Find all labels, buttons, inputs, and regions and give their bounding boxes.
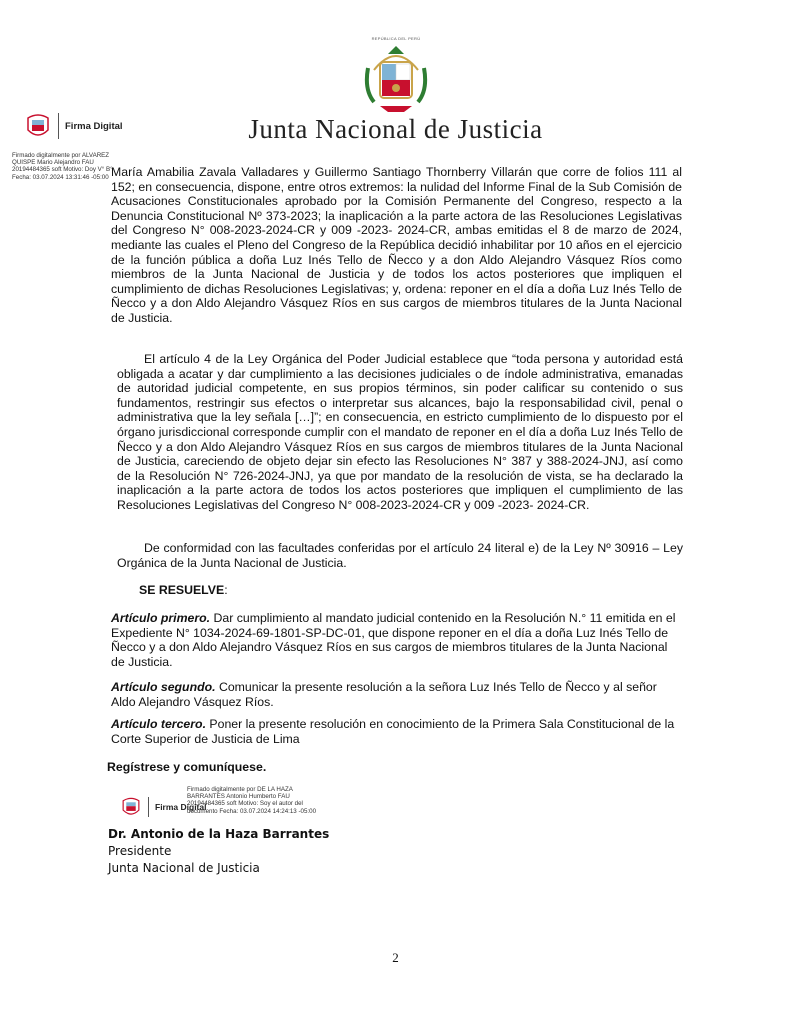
digital-signature-stamp [24,112,123,140]
article-2 [111,680,682,709]
article-2-title: Artículo segundo. [111,680,216,694]
page-number: 2 [392,950,399,965]
paragraph-2: El artículo 4 de la Ley Orgánica del Poder Judicial establece que “toda persona y autoridad está obligada a acatar y dar cumplimiento a las decisiones judiciales o de índole administrativa, emanadas de autoridad judicial competente, en sus propios términos, sin poder calificar su contenido o sus fundamentos, restringir sus efectos o interpretar sus alcances, bajo la responsabilidad civil, penal o administrativa que la ley señala […]”; en consecuencia, en estricto cumplimiento de lo dispuesto por el órgano jurisdiccional corresponde cumplir con el mandato de reponer en el día a doña Luz Inés Tello de Ñecco y a don Aldo Alejandro Vásquez Ríos en sus cargos de miembros titulares de la Junta Nacional de Justicia, careciendo de objeto dejar sin efecto las Resoluciones N° 387 y 388-2024-JNJ, así como de la Resolución N° 726-2024-JNJ, ya que por mandato de la resolución de vista, se ha declarado la inaplicación a la parte actora de todos los actos posteriores que impliquen el cumplimiento de las Resoluciones Legislativas del Congreso N° 008-2023-2024-CR y 009 -2023- 2024-CR. [117,352,683,512]
peru-shield-icon [24,112,52,140]
article-3 [111,717,682,746]
signature-label: Firma Digital [155,802,207,812]
paragraph-1: María Amabilia Zavala Valladares y Guillermo Santiago Thornberry Villarán que corre de folios 111 al 152; en consecuencia, dispone, entre otros extremos: la nulidad del Informe Final de la Sub Comisión de Acusaciones Constitucionales aprobado por la Comisión Permanente del Congreso, respecto a la Denuncia Constitucional Nº 373-2023; la inaplicación a la parte actora de las Resoluciones Legislativas del Congreso N° 008-2023-2024-CR y 009 -2023- 2024-CR, ambas emitidas el 8 de marzo de 2024, mediante las cuales el Pleno del Congreso de la República decidió inhabilitar por 10 años en el ejercicio de la función pública a doña Luz Inés Tello de Ñecco y a don Aldo Alejandro Vásquez Ríos como miembros de la Junta Nacional de Justicia y de todos los actos posteriores que impliquen el cumplimiento de dichas Resoluciones Legislativas; y, ordena: reponer en el día a doña Luz Inés Tello de Ñecco y a don Aldo Alejandro Vásquez Ríos en sus cargos de miembros titulares de la Junta Nacional de Justicia. [111,165,682,325]
resolution-heading-text: SE RESUELVE [139,583,225,597]
signer-role: Presidente [108,844,172,858]
signer-name: Dr. Antonio de la Haza Barrantes [108,827,330,841]
signature-metadata-bottom: Firmado digitalmente por DE LA HAZA BARRANTES Antonio Humberto FAU 20194484365 soft Motivo: Soy el autor del documento Fecha: 03.07.2024 14:24:13 -05:00 [187,786,317,815]
signer-block [108,826,329,877]
signature-metadata: Firmado digitalmente por ALVAREZ QUISPE Mario Alejandro FAU 20194484365 soft Motivo: Doy V° B° Fecha: 03.07.2024 13:31:46 -05:00 [12,152,113,181]
article-1-text: Dar cumplimiento al mandato judicial contenido en la Resolución N.° 11 emitida en el Expediente N° 1034-2024-69-1801-SP-DC-01, que dispone reponer en el día a doña Luz Inés Tello de Ñecco y a don Aldo Alejandro Vásquez Ríos en sus cargos de miembros titulares de la Junta Nacional de Justicia. [111,611,676,669]
article-2-text: Comunicar la presente resolución a la señora Luz Inés Tello de Ñecco y al señor Aldo Alejandro Vásquez Ríos. [111,680,657,709]
signature-divider [148,797,149,817]
organization-title: Junta Nacional de Justicia [248,114,543,144]
article-1 [111,611,682,669]
coat-of-arms-seal [360,40,432,116]
seal-caption: REPÚBLICA DEL PERÚ [371,36,421,41]
paragraph-3: De conformidad con las facultades conferidas por el artículo 24 literal e) de la Ley Nº 30916 – Ley Orgánica de la Junta Nacional de Justicia. [117,541,683,570]
peru-shield-icon [120,796,142,818]
resolution-heading-colon: : [224,583,228,597]
article-3-title: Artículo tercero. [111,717,206,731]
signature-label: Firma Digital [65,120,123,132]
signature-divider [58,113,59,139]
resolution-heading [139,583,228,597]
article-3-text: Poner la presente resolución en conocimiento de la Primera Sala Constitucional de la Corte Superior de Justicia de Lima [111,717,675,746]
article-1-title: Artículo primero. [111,611,211,625]
signer-institution: Junta Nacional de Justicia [108,861,260,875]
closing-formula: Regístrese y comuníquese. [107,760,267,774]
